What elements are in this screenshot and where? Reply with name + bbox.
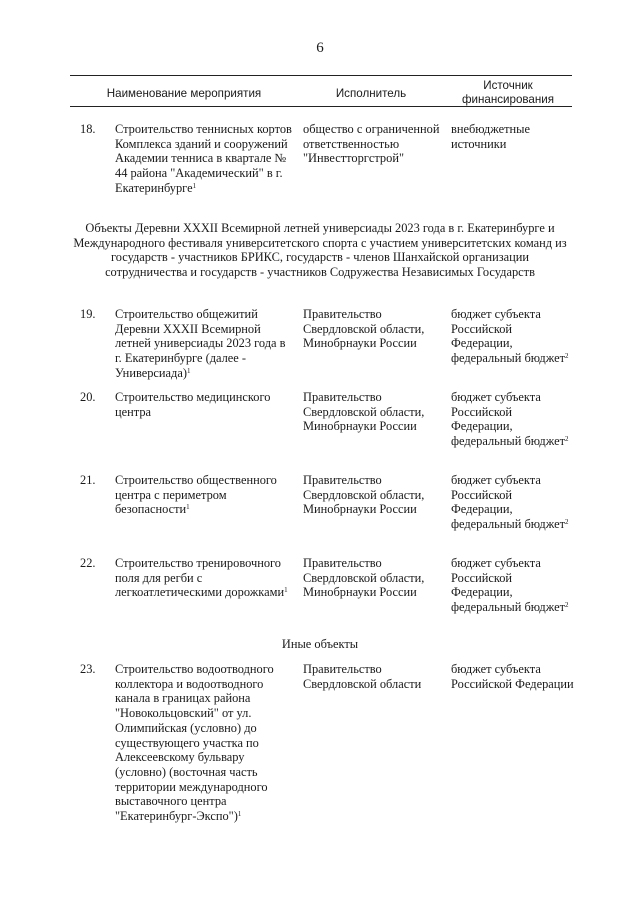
row-executor: Правительство Свердловской области, Минобрнауки России (303, 473, 425, 517)
table-header-bottom-rule (70, 106, 572, 107)
section-heading-universiade: Объекты Деревни XXXII Всемирной летней универсиады 2023 года в г. Екатеринбурге и Международного фестиваля университетского спорта с участием университетских команд из государств - участников БРИКС, государств - членов Шанхайской организации сотрудничества и государств - участников Содружества Независимых Государств (73, 221, 567, 280)
row-source: внебюджетные источники (451, 122, 530, 151)
footnote-mark: 1 (192, 181, 197, 190)
row-number: 18. (80, 122, 96, 136)
header-col-executor: Исполнитель (335, 87, 407, 100)
row-number: 23. (80, 662, 96, 676)
row-executor: Правительство Свердловской области, Минобрнауки России (303, 556, 425, 600)
footnote-mark: 2 (565, 601, 569, 610)
footnote-mark: 2 (565, 352, 569, 361)
row-executor: общество с ограниченной ответственностью "Инвестторгстрой" (303, 122, 440, 166)
row-executor: Правительство Свердловской области, Минобрнауки России (303, 390, 425, 434)
row-source: бюджет субъекта Российской Федерации, федеральный бюджет$^2$ (451, 307, 569, 366)
row-name: Строительство общежитий Деревни XXXII Всемирной летней универсиады 2023 года в г. Екатеринбурге (далее - Универсиада)$^1$ (115, 307, 286, 380)
row-source: бюджет субъекта Российской Федерации, федеральный бюджет$^2$ (451, 556, 569, 615)
header-col-name: Наименование мероприятия (106, 87, 262, 100)
row-name: Строительство тренировочного поля для регби с легкоатлетическими дорожками$^1$ (115, 556, 288, 600)
footnote-mark: 1 (237, 810, 242, 819)
page-number: 6 (316, 40, 324, 56)
row-name: Строительство медицинского центра (115, 390, 271, 419)
row-executor: Правительство Свердловской области, Минобрнауки России (303, 307, 425, 351)
row-number: 19. (80, 307, 96, 321)
footnote-mark: 1 (284, 586, 288, 595)
row-name: Строительство теннисных кортов Комплекса зданий и сооружений Академии тенниса в квартале № 44 района "Академический" в г. Екатеринбурге$^1$ (115, 122, 292, 195)
row-source: бюджет субъекта Российской Федерации, федеральный бюджет$^2$ (451, 390, 569, 449)
footnote-mark: 2 (565, 435, 569, 444)
row-number: 20. (80, 390, 96, 404)
row-source: бюджет субъекта Российской Федерации (451, 662, 574, 691)
table-header-top-rule (70, 75, 572, 76)
footnote-mark: 1 (186, 503, 190, 512)
row-source: бюджет субъекта Российской Федерации, федеральный бюджет$^2$ (451, 473, 569, 532)
footnote-mark: 1 (186, 366, 191, 375)
row-executor: Правительство Свердловской области (303, 662, 422, 691)
row-number: 21. (80, 473, 96, 487)
row-number: 22. (80, 556, 96, 570)
row-name: Строительство общественного центра с периметром безопасности$^1$ (115, 473, 277, 517)
header-col-source: Источник финансирования (461, 79, 555, 106)
section-heading-other: Иные объекты (281, 637, 359, 651)
footnote-mark: 2 (565, 518, 569, 527)
row-name: Строительство водоотводного коллектора и водоотводного канала в границах района "Новокольцовский" от ул. Олимпийская (условно) до существующего участка по Алексеевскому бульвару (условно) (восточная часть территории международного выставочного центра "Екатеринбург-Экспо")$^1$ (115, 662, 274, 824)
